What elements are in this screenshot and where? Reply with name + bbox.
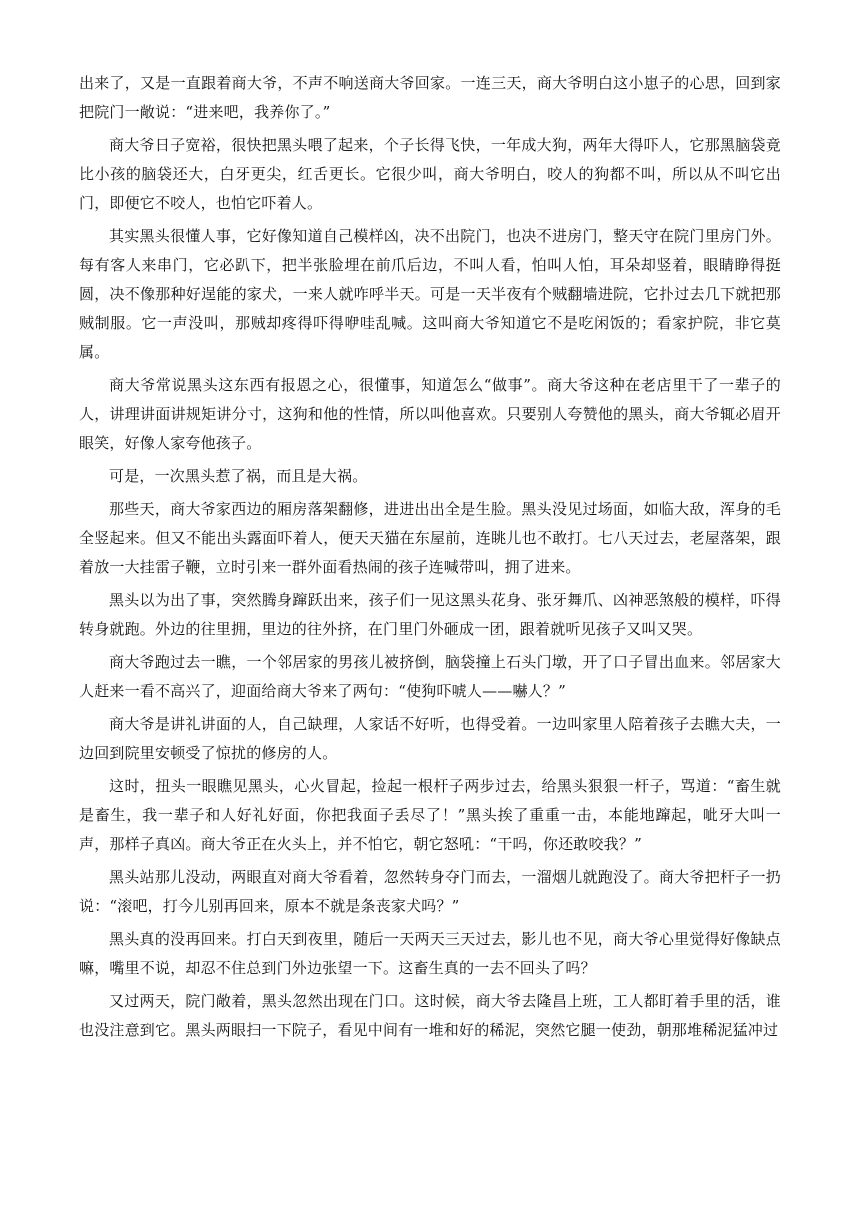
- paragraph-10: 这时，扭头一眼瞧见黑头，心火冒起，捡起一根杆子两步过去，给黑头狠狠一杆子，骂道：“畜生就是畜生，我一辈子和人好礼好面，你把我面子丢尽了！”黑头挨了重重一击，本能地蹿起，呲牙大叫一声，那样子真凶。商大爷正在火头上，并不怕它，朝它怒吼：“干吗，你还敢咬我？”: [79, 777, 781, 853]
- paragraph-11: 黑头站那儿没动，两眼直对商大爷看着，忽然转身夺门而去，一溜烟儿就跑没了。商大爷把杆子一扔说：“滚吧，打今儿别再回来，原本不就是条丧家犬吗？”: [79, 868, 781, 915]
- paragraph-2: 商大爷日子宽裕，很快把黑头喂了起来，个子长得飞快，一年成大狗，两年大得吓人，它那黑脑袋竟比小孩的脑袋还大，白牙更尖，红舌更长。它很少叫，商大爷明白，咬人的狗都不叫，所以从不叫它出门，即便它不咬人，也怕它吓着人。: [79, 136, 781, 212]
- paragraph-1: 出来了，又是一直跟着商大爷，不声不响送商大爷回家。一连三天，商大爷明白这小崽子的心思，回到家把院门一敞说：“进来吧，我养你了。”: [79, 74, 781, 121]
- paragraph-8: 商大爷跑过去一瞧，一个邻居家的男孩儿被挤倒，脑袋撞上石头门墩，开了口子冒出血来。邻居家大人赶来一看不高兴了，迎面给商大爷来了两句：“使狗吓唬人——嚇人？”: [79, 653, 781, 700]
- document-page: [79, 69, 781, 1049]
- paragraph-13: 又过两天，院门敞着，黑头忽然出现在门口。这时候，商大爷去隆昌上班，工人都盯着手里的活，谁也没注意到它。黑头两眼扫一下院子，看见中间有一堆和好的稀泥，突然它腿一使劲，朝那堆稀泥猛冲过: [79, 992, 781, 1039]
- paragraph-6: 那些天，商大爷家西边的厢房落架翻修，进进出出全是生脸。黑头没见过场面，如临大敌，浑身的毛全竖起来。但又不能出头露面吓着人，便天天猫在东屋前，连眺儿也不敢打。七八天过去，老屋落架，跟着放一大挂雷子鞭，立时引来一群外面看热闹的孩子连喊带叫，拥了进来。: [79, 500, 781, 576]
- paragraph-4: 商大爷常说黑头这东西有报恩之心，很懂事，知道怎么“做事”。商大爷这种在老店里干了一辈子的人，讲理讲面讲规矩讲分寸，这狗和他的性情，所以叫他喜欢。只要别人夸赞他的黑头，商大爷辄必眉开眼笑，好像人家夸他孩子。: [79, 376, 781, 452]
- paragraph-9: 商大爷是讲礼讲面的人，自己缺理，人家话不好听，也得受着。一边叫家里人陪着孩子去瞧大夫，一边回到院里安顿受了惊扰的修房的人。: [79, 715, 781, 762]
- paragraph-7: 黑头以为出了事，突然腾身蹿跃出来，孩子们一见这黑头花身、张牙舞爪、凶神恶煞般的模样，吓得转身就跑。外边的往里拥，里边的往外挤，在门里门外砸成一团，跟着就听见孩子又叫又哭。: [79, 591, 781, 638]
- paragraph-5: 可是，一次黑头惹了祸，而且是大祸。: [109, 467, 368, 485]
- paragraph-12: 黑头真的没再回来。打白天到夜里，随后一天两天三天过去，影儿也不见，商大爷心里觉得好像缺点嘛，嘴里不说，却忍不住总到门外边张望一下。这畜生真的一去不回头了吗？: [79, 930, 781, 977]
- paragraph-3: 其实黑头很懂人事，它好像知道自己模样凶，决不出院门，也决不进房门，整天守在院门里房门外。每有客人来串门，它必趴下，把半张脸埋在前爪后边，不叫人看，怕叫人怕，耳朵却竖着，眼睛睁得挺圆，决不像那种好逞能的家犬，一来人就咋呼半天。可是一天半夜有个贼翻墙进院，它扑过去几下就把那贼制服。它一声没叫，那贼却疼得吓得咿哇乱喊。这叫商大爷知道它不是吃闲饭的；看家护院，非它莫属。: [79, 227, 781, 361]
